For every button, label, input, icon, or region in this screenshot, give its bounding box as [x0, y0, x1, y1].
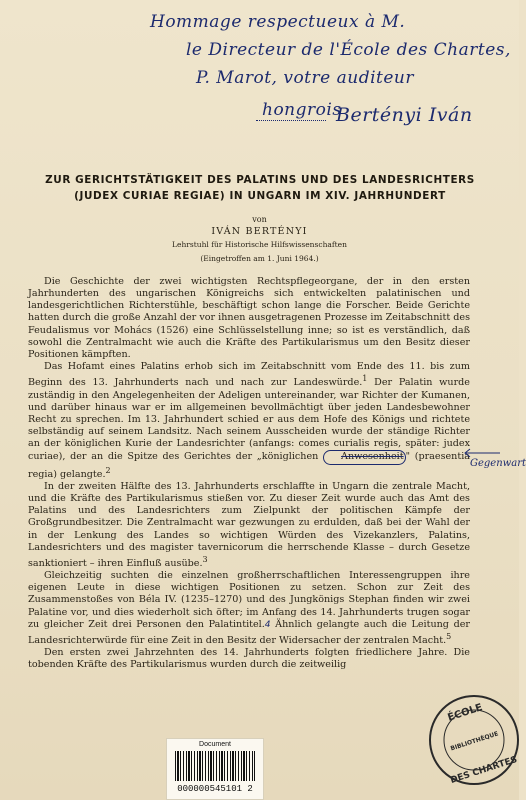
article-body — [28, 276, 470, 672]
margin-arrow-icon — [462, 448, 502, 458]
paragraph-5-text: Den ersten zwei Jahrzehnten des 14. Jahrhunderts folgten friedlichere Jahre. Die tobenden Kräfte des Partikularismus wurden durch die zeitweilig — [28, 647, 470, 671]
stamp-middle-text: BIBLIOTHÈQUE — [449, 730, 500, 753]
paragraph-2-text-a: Das Hofamt eines Palatins erhob sich im Zeitabschnitt vom Ende des 11. bis zum Beginn des 13. Jahrhunderts nach und nach zur Landeswürde. — [28, 361, 470, 389]
paragraph-2-text-c: " (praesentia regia) gelangte. — [28, 451, 470, 480]
paragraph-3-text: In der zweiten Hälfte des 13. Jahrhunderts erschlaffte in Ungarn die zentrale Macht, und die Kräfte des Partikularismus stießen vor. Zu dieser Zeit wurde auch das Amt des Palatins und des Landesrichters zum Zielpunkt der politischen Kämpfe der Großgrundbesitzer. Die Zentralmacht war gezwungen zu erdulden, daß bei der Wahl der in der Lenkung des Landes so wichtigen Würden des Vizekanzlers, Palatins, Landesrichters und des magister tavernicorum die herrschende Klasse – durch Gesetze sanktioniert – ihren Einfluß ausübe. — [28, 480, 470, 569]
handwritten-dedication-line-2: le Directeur de l'École des Chartes, — [186, 40, 511, 60]
handwritten-signature: Bertényi Iván — [336, 104, 473, 126]
stamp-bottom-text: DES CHARTES — [449, 754, 519, 786]
stamp-top-text: ÉCOLE — [446, 702, 484, 724]
library-stamp-icon — [424, 690, 524, 790]
footnote-mark-5: 5 — [446, 631, 452, 641]
paragraph-1-text: Die Geschichte der zwei wichtigsten Rechtspflegeorgane, der in den ersten Jahrhunderten des ungarischen Königreichs sich entwickelten palatinischen und landesgerichtlichen Richterstühle, beschäftigt schon lange die Forscher. Beide Gerichte hatten durch die große Anzahl der vor ihnen ausgetragenen Prozesse im Zeitabschnitt des Feudalismus vor Mohács (1526) eine Schlüsselstellung inne; so ist es verständlich, daß sowohl die Zentralmacht wie auch die Kräfte des Partikularismus um den Besitz dieser Positionen kämpften. — [28, 276, 470, 360]
barcode-title: Document — [199, 741, 231, 748]
paragraph-5 — [28, 647, 470, 671]
article-title-line-1: ZUR GERICHTSTÄTIGKEIT DES PALATINS UND DES LANDESRICHTERS — [45, 174, 475, 186]
footnote-mark-2: 2 — [105, 465, 111, 475]
margin-note: Gegenwart — [470, 458, 526, 469]
struck-word: Anwesenheit — [323, 450, 406, 464]
paragraph-4-text-a: Gleichzeitig suchten die einzelnen großherrschaftlichen Interessengruppen ihre eigenen Leute in diese wichtigen Positionen zu setzen. Schon zur Zeit des Zusammenstoßes von Béla IV. (1235–1270) und des Jungkönigs Stephan finden wir zwei Palatine vor, und dies wiederholt sich öfter; im Anfang des 14. Jahrhunderts trugen sogar zu gleicher Zeit drei Personen den Palatintitel. — [28, 570, 470, 630]
footnote-mark-4: 4 — [264, 619, 271, 630]
received-date: (Eingetroffen am 1. Juni 1964.) — [200, 254, 319, 263]
paragraph-2-text-b: Der Palatin wurde zuständig in den Angelegenheiten der Adeligen untereinander, war Richter der Kumanen, und darüber hinaus war er im allgemeinen bevollmächtigt über jeden Landesbewohner Recht zu sprechen. Im 13. Jahrhundert schied er aus dem Hofe des Königs und richtete selbständig auf seinem Landsitz. Nach seinem Ausscheiden wurde der ständige Richter an der königlichen Kurie der Landesrichter (anfangs: comes curialis regis, später: judex curiae), der an die Spitze des Gerichtes der „königlichen — [28, 377, 470, 463]
byline-von: von — [252, 215, 267, 224]
barcode-number: 000000545101 2 — [177, 784, 253, 794]
barcode-icon — [175, 751, 255, 781]
author-affiliation: Lehrstuhl für Historische Hilfswissenschaften — [172, 240, 347, 249]
paragraph-1 — [28, 276, 470, 361]
paragraph-4 — [28, 570, 470, 647]
handwritten-dedication-line-4: hongrois — [262, 100, 342, 120]
paragraph-3 — [28, 481, 470, 570]
footnote-mark-1: 1 — [362, 374, 368, 384]
barcode-label — [166, 738, 264, 800]
paragraph-2 — [28, 361, 470, 481]
footnote-mark-3: 3 — [202, 554, 208, 564]
handwritten-stroke — [256, 120, 326, 123]
paragraph-4-text-b: Ähnlich gelangte auch die Leitung der Landesrichterwürde für eine Zeit in den Besitz der Widersacher der zentralen Macht. — [28, 618, 470, 647]
handwritten-dedication-line-1: Hommage respectueux à M. — [150, 12, 406, 32]
article-title-line-2: (JUDEX CURIAE REGIAE) IN UNGARN IM XIV. JAHRHUNDERT — [74, 190, 446, 202]
handwritten-dedication-line-3: P. Marot, votre auditeur — [196, 68, 414, 88]
author-name: IVÁN BERTÉNYI — [211, 226, 308, 237]
